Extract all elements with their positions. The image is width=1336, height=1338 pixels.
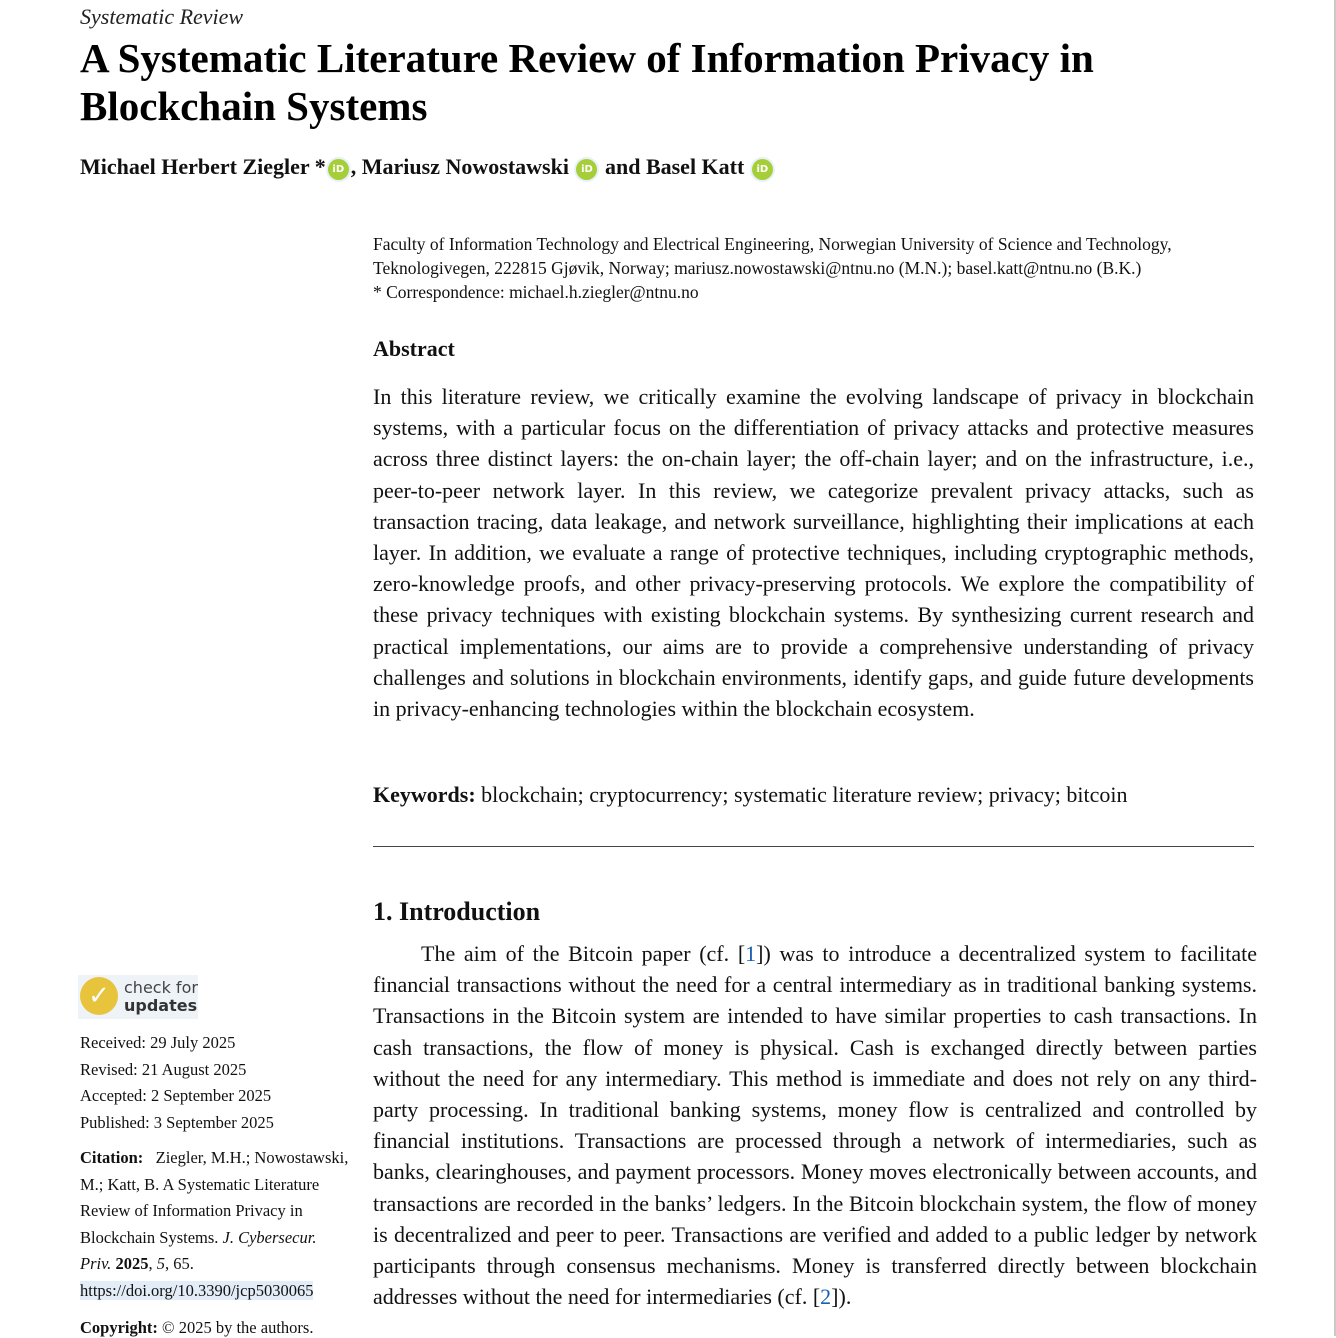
citation-label: Citation: bbox=[80, 1148, 144, 1167]
author-conjunction: and bbox=[604, 154, 641, 179]
citation-text: Ziegler, M.H.; Nowostawski, M.; Katt, B. A Systematic Literature Review of Information Privacy in Blockchain Systems. bbox=[80, 1148, 349, 1247]
accepted-date: Accepted: 2 September 2025 bbox=[80, 1086, 272, 1105]
keywords-text: blockchain; cryptocurrency; systematic literature review; privacy; bitcoin bbox=[481, 782, 1128, 807]
reference-link[interactable]: 2 bbox=[820, 1284, 832, 1310]
check-for-updates-badge[interactable] bbox=[78, 975, 198, 1019]
orcid-icon[interactable]: iD bbox=[576, 159, 597, 180]
reference-link[interactable]: 1 bbox=[745, 941, 757, 966]
abstract-heading: Abstract bbox=[373, 336, 455, 361]
citation-year: 2025 bbox=[115, 1254, 149, 1273]
author-name: Mariusz Nowostawski bbox=[361, 154, 569, 179]
article-type: Systematic Review bbox=[80, 4, 244, 29]
publication-dates bbox=[80, 1030, 274, 1136]
keywords-label: Keywords: bbox=[373, 782, 476, 807]
citation-block: Citation: Ziegler, M.H.; Nowostawski, M.; Katt, B. A Systematic Literature Review of Information Privacy in Blockchain Systems. J. Cybersecur. Priv. 2025, 5, 65. https://doi.org/10.3390/jcp5030065 bbox=[80, 1148, 349, 1300]
section-divider bbox=[373, 846, 1254, 847]
correspondence-line: * Correspondence: michael.h.ziegler@ntnu.no bbox=[373, 282, 699, 302]
affiliation-line: Faculty of Information Technology and Electrical Engineering, Norwegian University of Science and Technology, bbox=[373, 234, 1172, 254]
intro-text: The aim of the Bitcoin paper (cf. [ bbox=[421, 941, 746, 966]
badge-text: check for bbox=[124, 978, 198, 997]
received-date: Received: 29 July 2025 bbox=[80, 1033, 236, 1052]
abstract-text: In this literature review, we critically examine the evolving landscape of privacy in blockchain systems, with a particular focus on the differentiation of privacy attacks and protective measures across three distinct layers: the on-chain layer; the off-chain layer; and on the infrastructure, i.e., peer-to-peer network layer. In this review, we categorize prevalent privacy attacks, such as transaction tracing, data leakage, and network surveillance, highlighting their implications at each layer. In addition, we evaluate a range of protective techniques, including cryptographic methods, zero-knowledge proofs, and other privacy-preserving protocols. We explore the compatibility of these privacy techniques with existing blockchain systems. By synthesizing current research and practical implementations, our aims are to provide a comprehensive understanding of privacy challenges and solutions in blockchain environments, identify gaps, and guide future developments in privacy-enhancing technologies within the blockchain ecosystem. bbox=[373, 384, 1254, 722]
paper-title: A Systematic Literature Review of Information Privacy in Blockchain Systems bbox=[80, 35, 1094, 129]
copyright-label: Copyright: bbox=[80, 1318, 158, 1337]
copyright-line bbox=[80, 1318, 313, 1338]
corresponding-mark: * bbox=[314, 154, 326, 179]
keywords bbox=[373, 782, 1127, 808]
citation-article-number: 65. bbox=[173, 1254, 194, 1273]
citation-volume: 5 bbox=[156, 1254, 165, 1273]
intro-text: ]) was to introduce a decentralized system to facilitate financial transactions without the need for a central intermediary as in traditional banking systems. Transactions in the Bitcoin system are intended to have similar properties to cash transactions. In cash transactions, the flow of money is physical. Cash is exchanged directly between parties without the need for any intermediary. This method is immediate and does not rely on any third-party processing. In traditional banking systems, money flow is centralized and controlled by financial institutions. Transactions are processed through a network of intermediaries, such as banks, clearinghouses, and payment processors. Money moves electronically between accounts, and transactions are recorded in the banks’ ledgers. In the Bitcoin blockchain system, the flow of money is decentralized and peer to peer. Transactions are verified and added to a public ledger by network participants through consensus mechanisms. Money is transferred directly between blockchain addresses without the need for intermediaries (cf. [ bbox=[373, 941, 1257, 1310]
introduction-paragraph bbox=[373, 938, 1257, 1312]
orcid-icon[interactable]: iD bbox=[752, 159, 773, 180]
revised-date: Revised: 21 August 2025 bbox=[80, 1059, 247, 1079]
author-list bbox=[80, 154, 775, 180]
published-date: Published: 3 September 2025 bbox=[80, 1112, 274, 1132]
author-name: Basel Katt bbox=[645, 154, 745, 179]
badge-text: updates bbox=[124, 996, 198, 1015]
checkmark-icon: ✓ bbox=[80, 977, 118, 1015]
section-heading-introduction: 1. Introduction bbox=[373, 897, 541, 926]
affiliation-line: Teknologivegen, 222815 Gjøvik, Norway; mariusz.nowostawski@ntnu.no (M.N.); basel.katt@ntnu.no (B.K.) bbox=[373, 258, 1142, 278]
intro-text: ]). bbox=[831, 1284, 852, 1310]
orcid-icon[interactable]: iD bbox=[328, 159, 349, 180]
affiliation-block bbox=[373, 232, 1273, 304]
author-name: Michael Herbert Ziegler bbox=[80, 154, 310, 179]
doi-link[interactable]: https://doi.org/10.3390/jcp5030065 bbox=[80, 1280, 314, 1300]
author-separator: , bbox=[350, 154, 357, 179]
journal-name: J. Cybersecur. Priv. bbox=[80, 1227, 317, 1273]
copyright-text: © 2025 by the authors. bbox=[162, 1318, 314, 1337]
